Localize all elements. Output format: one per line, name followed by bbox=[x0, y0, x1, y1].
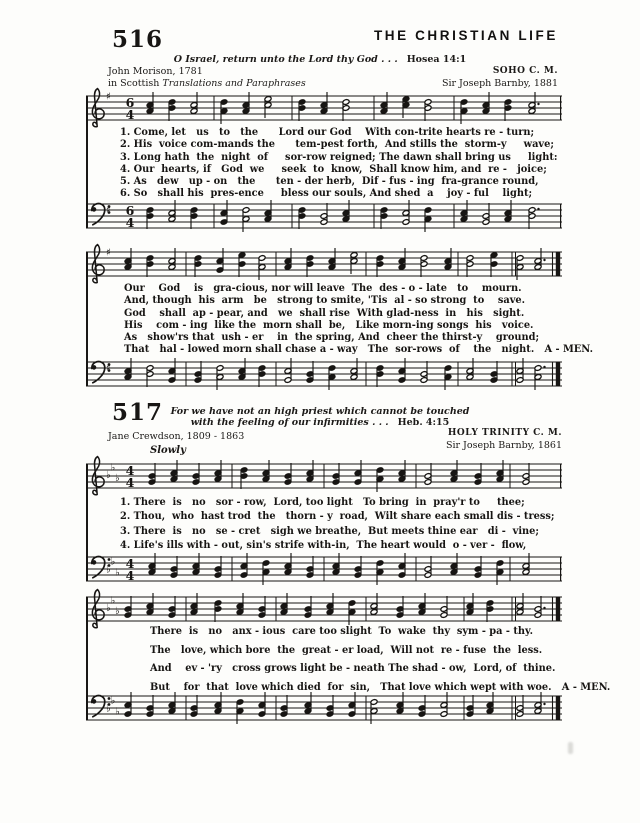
lyric-line: 3. Long hath the night of sor-row reigned; The dawn shall bring us light: bbox=[120, 151, 558, 163]
treble-staff bbox=[86, 86, 562, 130]
lyric-line: And ev - 'ry cross grows light be - neath The shad - ow, Lord, of thine. bbox=[150, 663, 556, 675]
lyrics-517-first-half bbox=[120, 496, 554, 554]
author-517: Jane Crewdson, 1809 - 1863 bbox=[108, 431, 245, 442]
svg-text:♭: ♭ bbox=[106, 470, 111, 481]
author-516-line1: John Morison, 1781 bbox=[108, 66, 203, 77]
svg-text:♭: ♭ bbox=[106, 564, 111, 576]
svg-text:♭: ♭ bbox=[115, 567, 120, 579]
tune-block-517 bbox=[446, 428, 562, 451]
treble-staff bbox=[86, 242, 562, 286]
lyric-line: As show'rs that ush - er in the spring, And cheer the thirst-y ground; bbox=[124, 332, 540, 344]
svg-text:♭: ♭ bbox=[106, 703, 111, 715]
svg-text:♯: ♯ bbox=[106, 205, 111, 216]
svg-text:6: 6 bbox=[125, 203, 135, 218]
lyric-line: God shall ap - pear, and we shall rise With glad-ness in his sight. bbox=[124, 307, 525, 319]
svg-text:♭: ♭ bbox=[110, 695, 116, 707]
author-516-source-prefix: in Scottish bbox=[108, 77, 163, 89]
svg-text:♭: ♭ bbox=[115, 473, 120, 484]
svg-text:♭: ♭ bbox=[110, 556, 116, 568]
running-head: THE CHRISTIAN LIFE bbox=[373, 28, 558, 43]
svg-text:♯: ♯ bbox=[106, 91, 111, 103]
svg-text:♯: ♯ bbox=[106, 363, 111, 374]
treble-staff bbox=[86, 454, 562, 498]
lyric-line: 1. There is no sor - row, Lord, too light To bring in pray'r to thee; bbox=[120, 497, 525, 508]
scripture-516-ref: Hosea 14:1 bbox=[406, 54, 467, 65]
author-block-517 bbox=[108, 431, 244, 443]
svg-text:♯: ♯ bbox=[106, 247, 111, 259]
svg-text:4: 4 bbox=[125, 215, 135, 230]
scripture-516-text: O Israel, return unto the Lord thy God . . . bbox=[173, 54, 398, 65]
svg-text:♭: ♭ bbox=[110, 462, 116, 474]
lyric-line: The love, which bore the great - er load, Will not re - fuse the less. bbox=[150, 644, 543, 656]
lyric-line: 4. Life's ills with - out, sin's strife with-in, The heart would o - ver - flow, bbox=[120, 540, 527, 552]
scripture-517-ref: Heb. 4:15 bbox=[397, 417, 450, 428]
lyric-line: 2. His voice com-mands the tem-pest forth, And stills the storm-y wave; bbox=[120, 139, 554, 151]
svg-text:4: 4 bbox=[125, 568, 135, 583]
lyric-line: 4. Our hearts, if God we seek to know, Shall know him, and re - joice; bbox=[120, 163, 547, 175]
svg-text:6: 6 bbox=[125, 95, 135, 110]
composer-517: Sir Joseph Barnby, 1861 bbox=[445, 439, 562, 451]
hymn-number-517: 517 bbox=[112, 399, 164, 426]
lyric-line: There is no anx - ious care too slight To wake thy sym - pa - thy. bbox=[150, 626, 534, 637]
lyrics-516-second-half bbox=[124, 283, 593, 357]
scan-artifact bbox=[568, 742, 573, 754]
bass-staff bbox=[86, 352, 562, 396]
tune-name-517: HOLY TRINITY C. M. bbox=[447, 428, 562, 438]
scripture-517-line1 bbox=[0, 406, 640, 417]
bass-staff bbox=[86, 686, 562, 730]
svg-text:4: 4 bbox=[125, 475, 135, 490]
svg-text:4: 4 bbox=[125, 107, 135, 122]
lyric-line: 2. Thou, who hast trod the thorn - y road, Wilt share each small dis - tress; bbox=[120, 511, 555, 523]
tune-name-516: SOHO C. M. bbox=[492, 66, 558, 76]
lyric-line: 3. There is no se - cret sigh we breathe, But meets thine ear di - vine; bbox=[120, 525, 540, 537]
scripture-517-line2 bbox=[0, 417, 640, 428]
lyric-line: 5. As dew up - on the ten - der herb, Dif - fus - ing fra-grance round, bbox=[120, 176, 539, 188]
svg-text:4: 4 bbox=[125, 556, 135, 571]
svg-text:♭: ♭ bbox=[110, 595, 116, 607]
composer-516: Sir Joseph Barnby, 1881 bbox=[441, 77, 558, 89]
svg-text:♭: ♭ bbox=[115, 706, 120, 718]
scripture-517-text2: with the feeling of our infirmities . . . bbox=[190, 417, 389, 428]
author-516-source-title: Translations and Paraphrases bbox=[162, 77, 306, 89]
scripture-516 bbox=[0, 54, 640, 65]
bass-staff bbox=[86, 547, 562, 591]
lyric-line: Our God is gra-cious, nor will leave The des - o - late to mourn. bbox=[124, 283, 522, 294]
lyrics-516-first-half bbox=[120, 127, 558, 201]
svg-text:♭: ♭ bbox=[115, 606, 120, 617]
lyric-line: 6. So shall his pres-ence bless our souls, And shed a joy - ful light; bbox=[120, 188, 533, 200]
lyric-line: But for that love which died for sin, That love which wept with woe. A - MEN. bbox=[150, 681, 611, 693]
lyric-line: That hal - lowed morn shall chase a - way The sor-rows of the night. A - MEN. bbox=[124, 344, 593, 356]
lyric-line: 1. Come, let us to the Lord our God With con-trite hearts re - turn; bbox=[120, 127, 535, 138]
svg-text:4: 4 bbox=[125, 463, 135, 478]
lyric-line: His com - ing like the morn shall be, Like morn-ing songs his voice. bbox=[124, 319, 534, 331]
hymn-number-516: 516 bbox=[112, 26, 164, 53]
scripture-517-text1: For we have not an high priest which cannot be touched bbox=[170, 406, 470, 417]
bass-staff bbox=[86, 194, 562, 238]
svg-text:♭: ♭ bbox=[106, 603, 111, 614]
lyric-line: And, though his arm be strong to smite, 'Tis al - so strong to save. bbox=[124, 295, 526, 307]
tempo-marking: Slowly bbox=[150, 445, 186, 456]
